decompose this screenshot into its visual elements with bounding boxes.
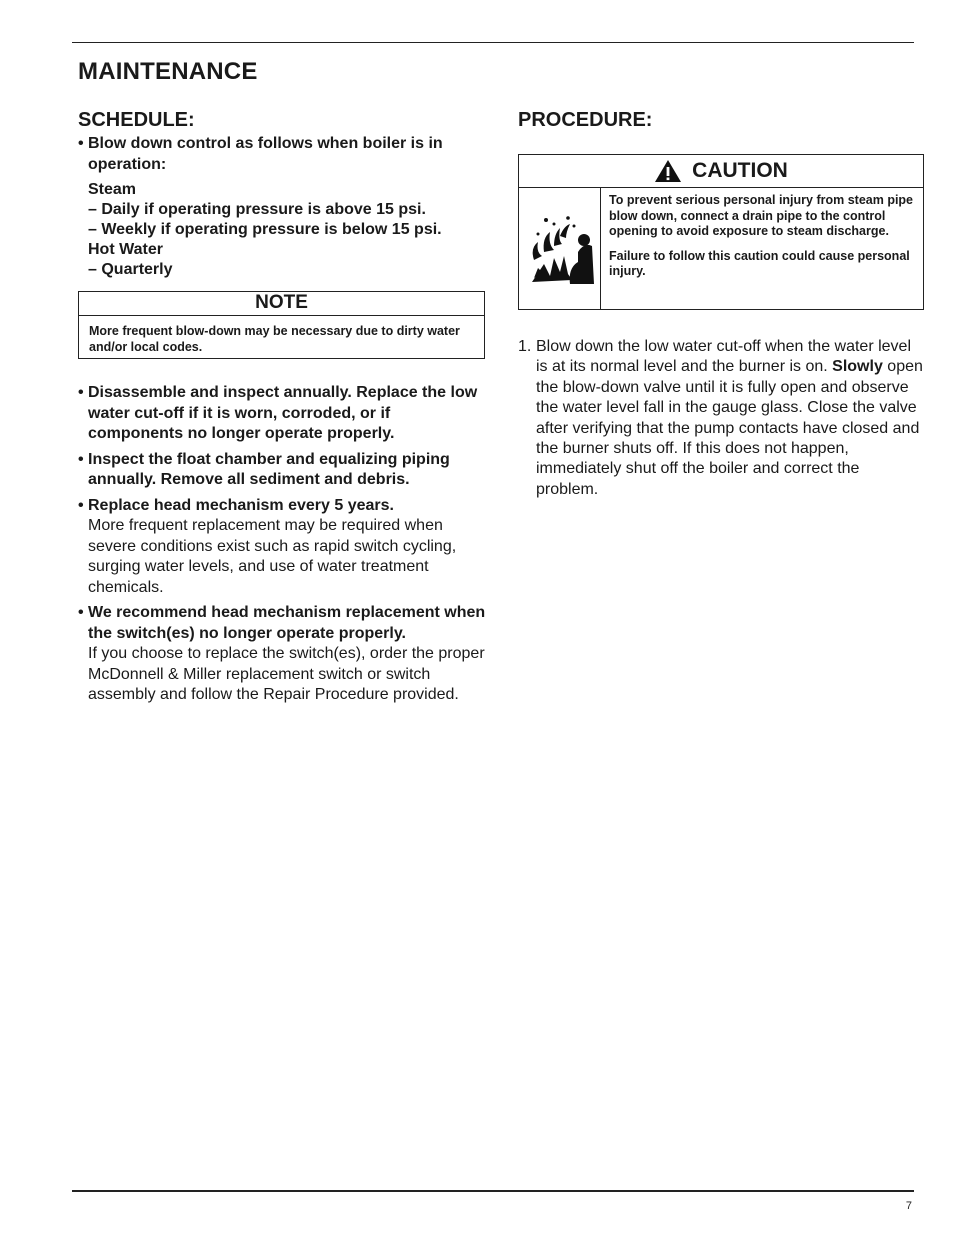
bullet-dot: •	[78, 450, 84, 468]
procedure-column	[518, 108, 926, 500]
caution-box	[518, 154, 924, 310]
hot-water-label: Hot Water	[88, 241, 163, 258]
schedule-column	[78, 108, 488, 711]
schedule-intro-text: Blow down control as follows when boiler is in operation:	[88, 135, 443, 173]
bullet-dot: •	[78, 604, 84, 621]
note-header: NOTE	[79, 292, 484, 316]
bullet-dot: •	[78, 496, 84, 514]
steam-label: Steam	[88, 181, 137, 198]
bullet-text: Disassemble and inspect annually. Replace the low water cut-off if it is worn, corroded, or if components no longer operate properly.	[88, 384, 478, 442]
step-bold-word: Slowly	[832, 358, 883, 376]
caution-header	[519, 155, 923, 188]
procedure-heading: PROCEDURE:	[518, 109, 653, 131]
page-number: 7	[905, 1200, 912, 1212]
caution-label: CAUTION	[692, 159, 788, 182]
step-text-after: open the blow-down valve until it is fully open and observe the water level fall in the gauge glass. Close the valve after verifying that the pump contacts have closed and the burner shuts off. If this does not happen, immediately shut off the boiler and correct the problem.	[536, 358, 923, 498]
schedule-heading: SCHEDULE:	[78, 109, 195, 131]
bullet-dot: •	[78, 135, 84, 152]
steam-hazard-icon	[519, 188, 601, 309]
list-item	[78, 496, 488, 599]
list-item	[78, 383, 488, 445]
procedure-step	[518, 337, 926, 500]
bullet-text: Replace head mechanism every 5 years.	[88, 496, 394, 514]
schedule-intro	[78, 134, 488, 175]
step-text-before: Blow down the low water cut-off when the water level is at its normal level and the burner is on.	[536, 338, 912, 376]
caution-text	[601, 188, 923, 309]
bullet-dot: •	[78, 384, 84, 401]
step-number: 1.	[518, 338, 532, 355]
caution-body	[519, 188, 923, 309]
list-item	[78, 603, 488, 706]
bullet-text: We recommend head mechanism replacement when the switch(es) no longer operate properly.	[88, 604, 486, 642]
steam-daily: – Daily if operating pressure is above 15 psi.	[88, 201, 426, 218]
bullet-detail: If you choose to replace the switch(es), order the proper McDonnell & Miller replacement switch or switch assembly and follow the Repair Procedure provided.	[88, 645, 485, 703]
note-text: More frequent blow-down may be necessary due to dirty water and/or local codes.	[89, 324, 460, 354]
bottom-rule	[72, 1190, 914, 1192]
steam-weekly: – Weekly if operating pressure is below 15 psi.	[88, 221, 442, 238]
page-title: MAINTENANCE	[78, 58, 258, 85]
maintenance-bullets	[78, 383, 488, 706]
bullet-detail: More frequent replacement may be required when severe conditions exist such as rapid switch cycling, surging water levels, and use of water treatment chemicals.	[88, 517, 457, 596]
note-box	[78, 291, 485, 359]
hot-water-frequency: – Quarterly	[88, 261, 173, 278]
top-rule	[72, 42, 914, 43]
caution-warning-text: To prevent serious personal injury from steam pipe blow down, connect a drain pipe to the control opening to avoid exposure to steam discharge.	[609, 193, 914, 239]
caution-consequence-text: Failure to follow this caution could cause personal injury.	[609, 248, 910, 279]
warning-triangle-icon	[654, 159, 682, 183]
steam-block	[78, 180, 488, 280]
list-item	[78, 450, 488, 491]
bullet-text: Inspect the float chamber and equalizing piping annually. Remove all sediment and debris.	[88, 450, 450, 488]
